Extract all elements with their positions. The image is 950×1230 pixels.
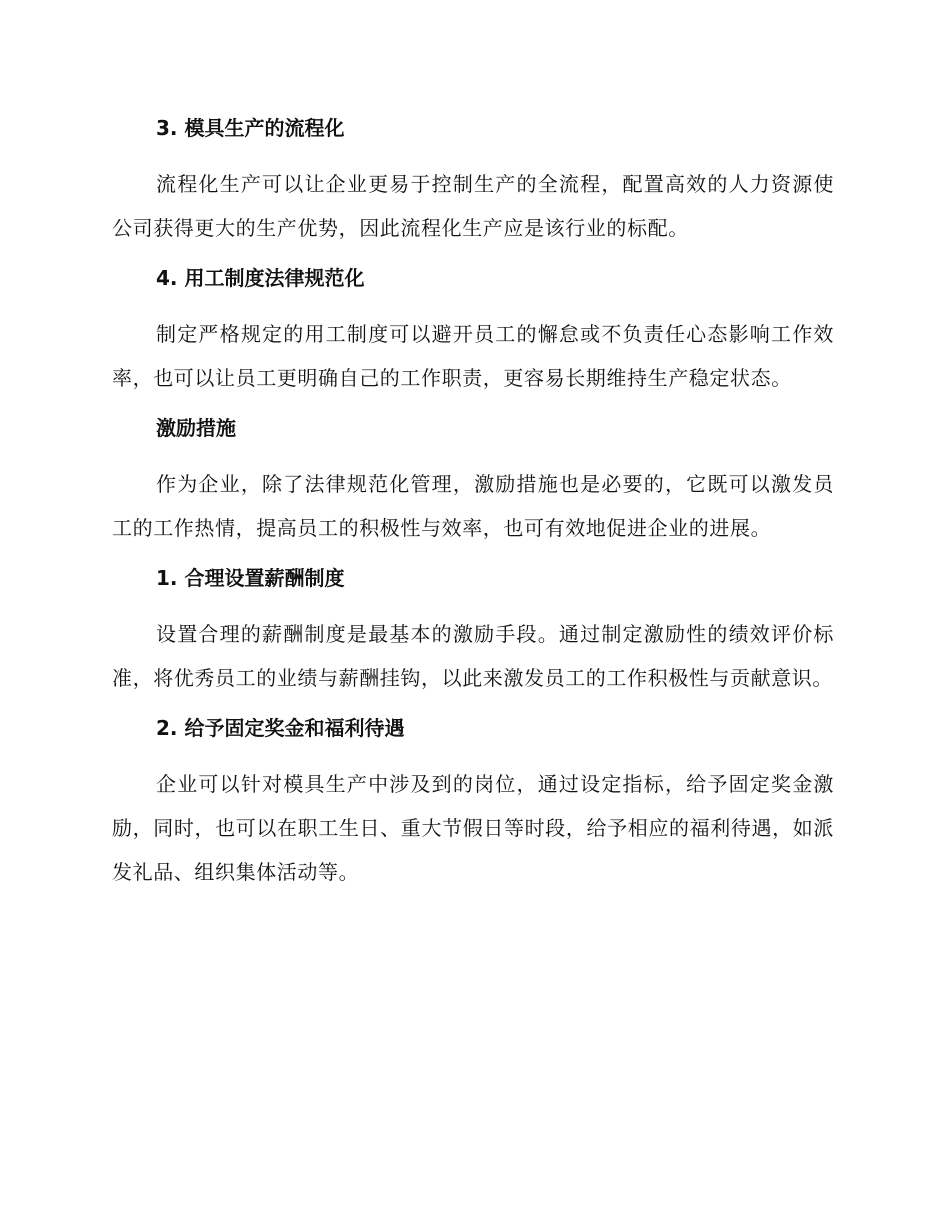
- section-heading: 2. 给予固定奖金和福利待遇: [156, 716, 405, 740]
- section-heading: 1. 合理设置薪酬制度: [156, 566, 345, 590]
- section-paragraph: 设置合理的薪酬制度是最基本的激励手段。通过制定激励性的绩效评价标准，将优秀员工的业绩与薪酬挂钩，以此来激发员工的工作积极性与贡献意识。: [112, 622, 834, 690]
- section-heading: 4. 用工制度法律规范化: [156, 266, 365, 290]
- section-paragraph: 企业可以针对模具生产中涉及到的岗位，通过设定指标，给予固定奖金激励，同时，也可以在职工生日、重大节假日等时段，给予相应的福利待遇，如派发礼品、组织集体活动等。: [112, 772, 834, 884]
- section-heading: 3. 模具生产的流程化: [156, 116, 345, 140]
- section-paragraph: 流程化生产可以让企业更易于控制生产的全流程，配置高效的人力资源使公司获得更大的生产优势，因此流程化生产应是该行业的标配。: [112, 172, 834, 240]
- section-heading: 激励措施: [156, 416, 236, 440]
- section-paragraph: 作为企业，除了法律规范化管理，激励措施也是必要的，它既可以激发员工的工作热情，提高员工的积极性与效率，也可有效地促进企业的进展。: [112, 472, 834, 540]
- section-paragraph: 制定严格规定的用工制度可以避开员工的懈怠或不负责任心态影响工作效率，也可以让员工更明确自己的工作职责，更容易长期维持生产稳定状态。: [112, 322, 834, 390]
- document-page: [112, 112, 834, 894]
